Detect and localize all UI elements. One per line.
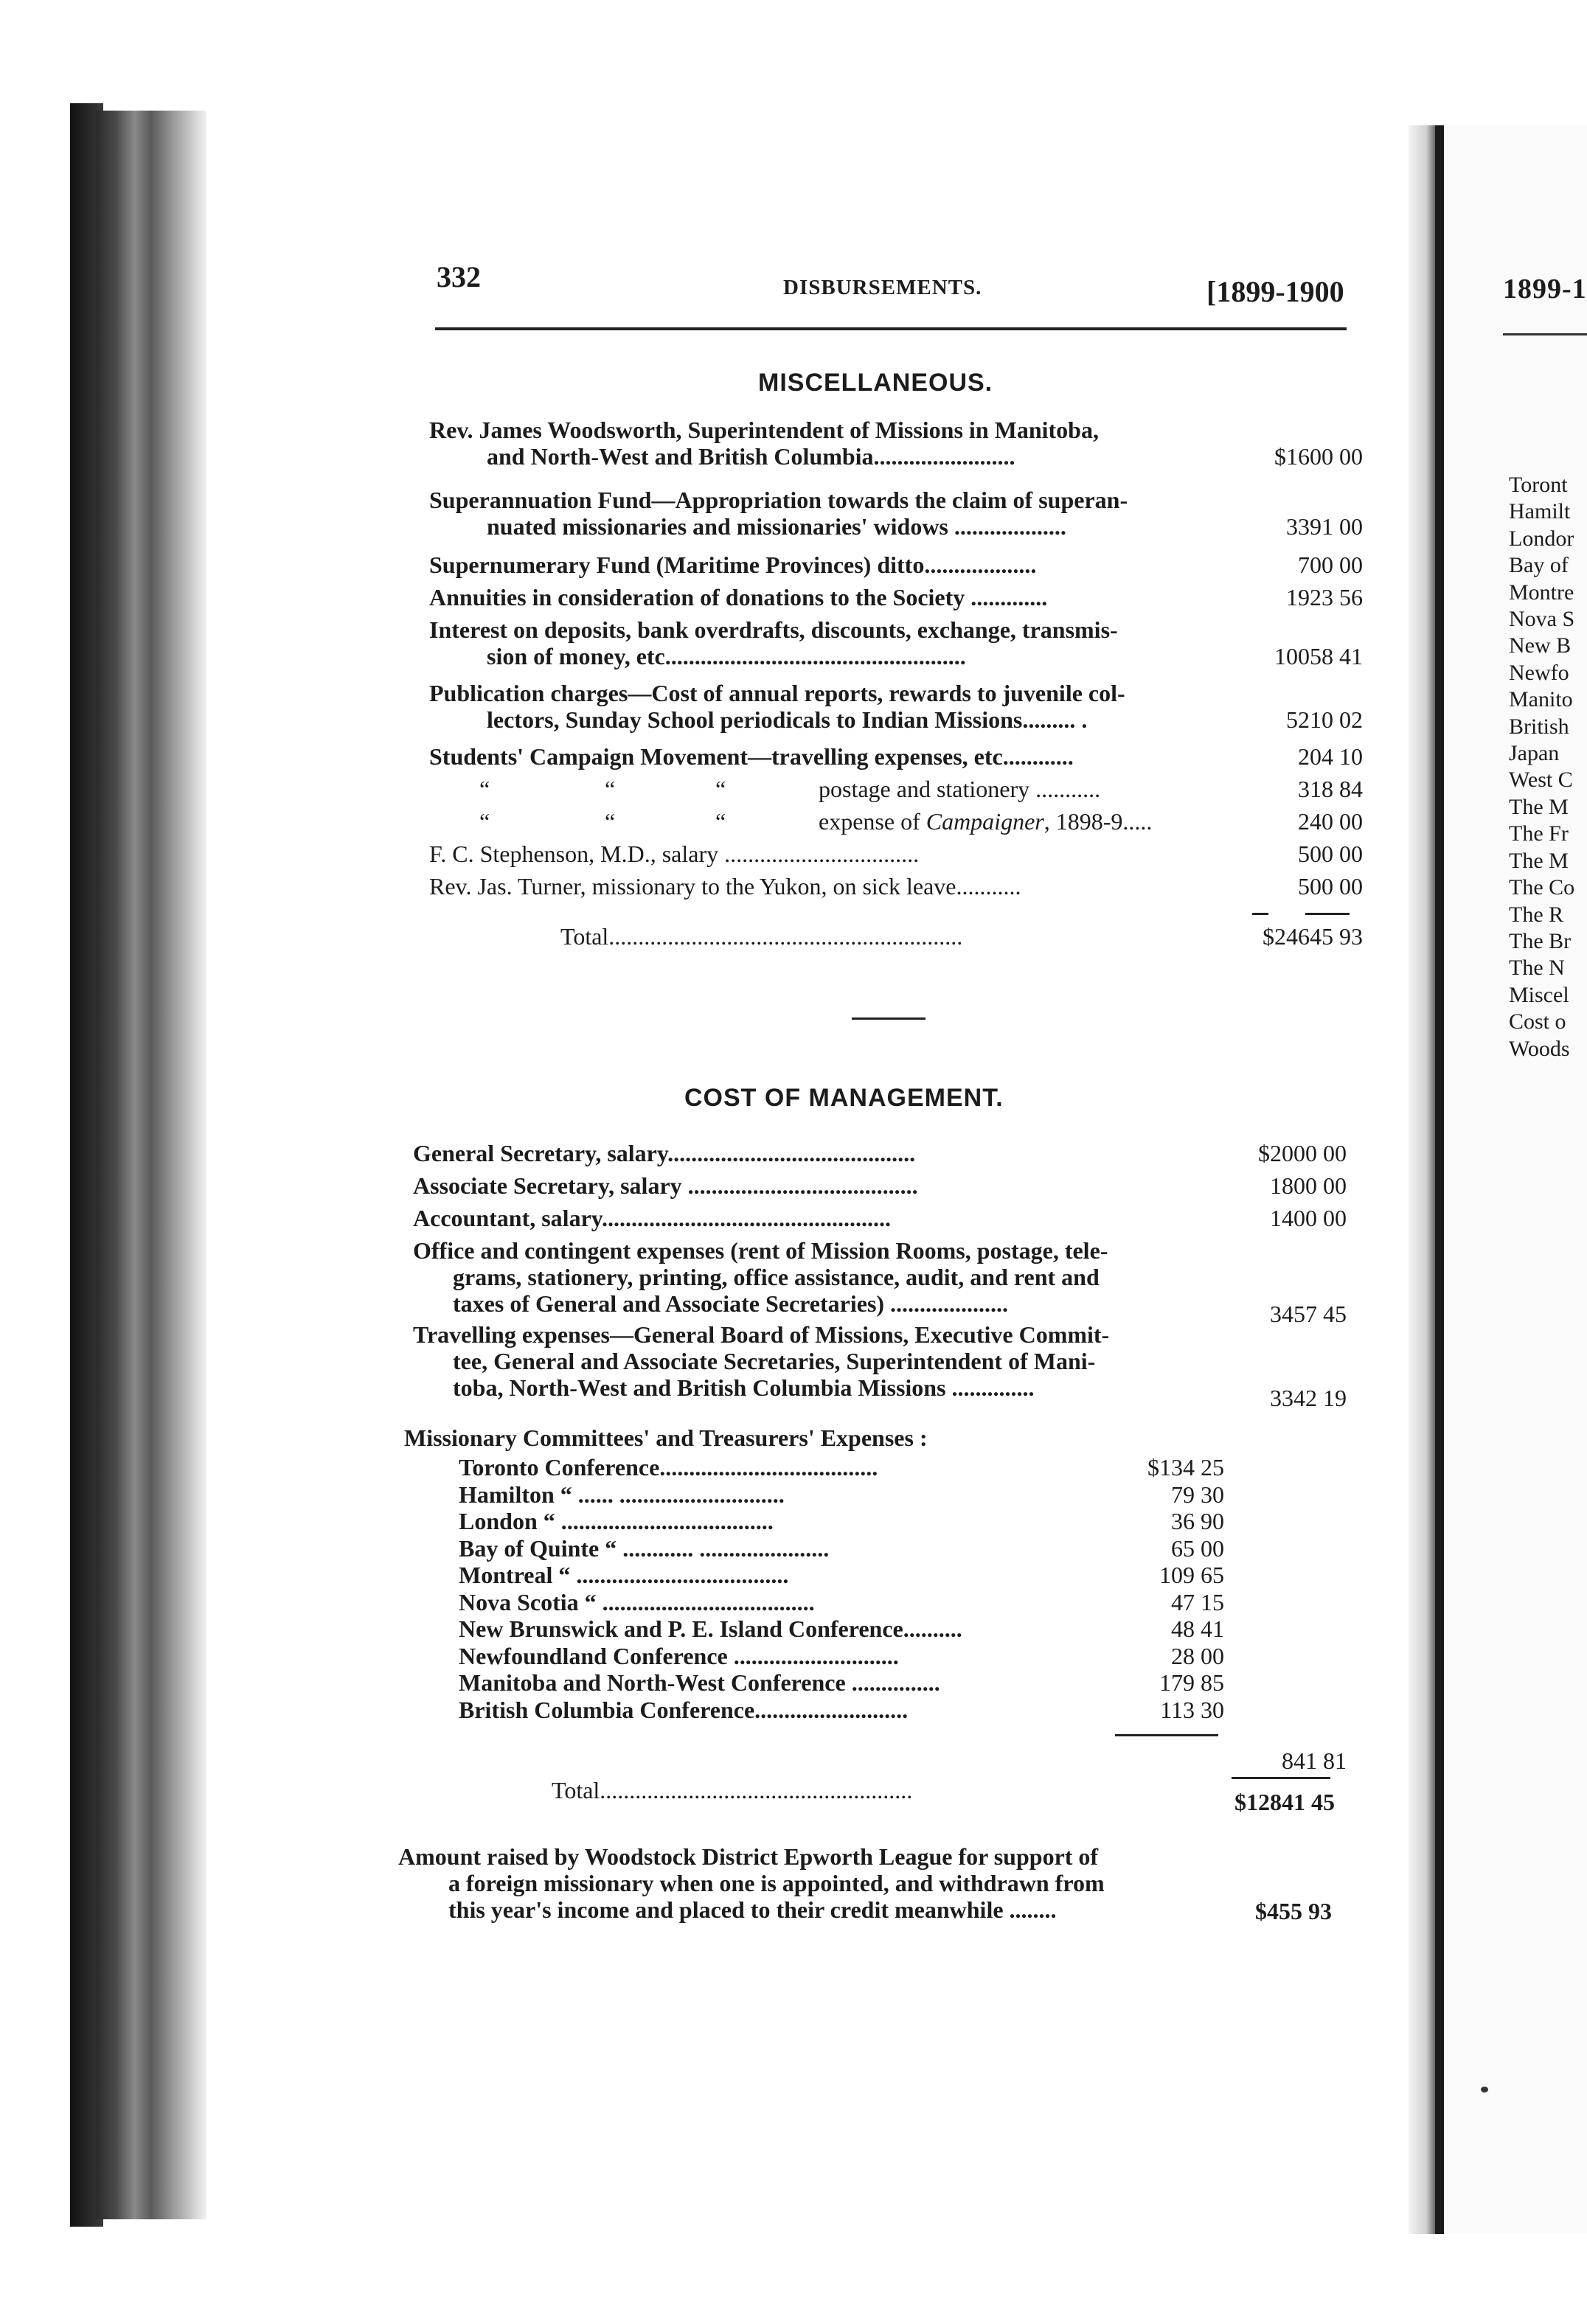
item-amount: $1600 00 <box>1274 443 1363 470</box>
committee-name: New Brunswick and P. E. Island Conference.......... <box>459 1615 962 1642</box>
committee-amount: 47 15 <box>1171 1588 1224 1615</box>
page-number: 332 <box>437 260 481 293</box>
cost-of-management-heading: COST OF MANAGEMENT. <box>684 1084 1004 1112</box>
item-amount: 5210 02 <box>1286 706 1363 733</box>
committee-name: Montreal “ .................................... <box>459 1562 789 1588</box>
ditto-mark: “ <box>605 776 616 802</box>
total-rule <box>1252 913 1268 915</box>
item-amount: 3342 19 <box>1270 1385 1347 1411</box>
item-text: Accountant, salary................................................. <box>413 1205 891 1231</box>
footnote-amount: $455 93 <box>1255 1898 1332 1924</box>
item-text: Superannuation Fund—Appropriation towards the claim of superan- <box>429 487 1128 513</box>
section-divider <box>852 1017 926 1020</box>
committee-name: London “ .................................... <box>459 1508 774 1534</box>
item-text: tee, General and Associate Secretaries, Superintendent of Mani- <box>453 1348 1096 1374</box>
facing-page-line: The R <box>1509 902 1564 927</box>
committee-amount: 36 90 <box>1171 1508 1224 1534</box>
item-text: expense of Campaigner, 1898-9..... <box>819 808 1153 835</box>
ditto-mark: “ <box>715 776 726 802</box>
item-amount: 500 00 <box>1298 841 1363 867</box>
total-amount: $24645 93 <box>1263 923 1363 950</box>
facing-page-line: Newfo <box>1509 660 1569 685</box>
committee-amount: 113 30 <box>1160 1696 1224 1723</box>
item-amount: 700 00 <box>1298 552 1363 578</box>
facing-page-line: The Br <box>1509 928 1572 953</box>
facing-page-line: Montre <box>1509 580 1574 605</box>
item-text: lectors, Sunday School periodicals to Indian Missions......... . <box>487 706 1088 733</box>
item-text: Office and contingent expenses (rent of Mission Rooms, postage, tele- <box>413 1237 1108 1264</box>
committee-amount: 179 85 <box>1159 1669 1224 1696</box>
item-text: Annuities in consideration of donations to the Society ............. <box>429 584 1048 610</box>
item-text: Rev. Jas. Turner, missionary to the Yukon, on sick leave........... <box>429 873 1021 900</box>
total-rule <box>1232 1777 1330 1779</box>
committee-name: Bay of Quinte “ ............ ...................... <box>459 1534 830 1562</box>
item-amount: 3391 00 <box>1286 513 1363 540</box>
miscellaneous-heading: MISCELLANEOUS. <box>758 369 993 397</box>
item-text: Rev. James Woodsworth, Superintendent of Missions in Manitoba, <box>429 417 1099 443</box>
facing-page-line: The M <box>1509 794 1569 819</box>
running-head: DISBURSEMENTS. <box>783 276 982 299</box>
facing-page-header: 1899-1 <box>1503 274 1587 305</box>
committee-amount: $134 25 <box>1147 1454 1224 1481</box>
total-rule <box>1305 913 1350 915</box>
item-text: postage and stationery ........... <box>819 776 1101 802</box>
item-amount: 1923 56 <box>1286 584 1363 610</box>
committee-name: Nova Scotia “ .................................... <box>459 1588 815 1615</box>
committee-name: Newfoundland Conference ............................ <box>459 1642 899 1669</box>
item-amount: 240 00 <box>1298 808 1363 835</box>
facing-page-line: The N <box>1509 956 1565 981</box>
total-amount: $12841 45 <box>1234 1789 1335 1815</box>
item-text: Publication charges—Cost of annual reports, rewards to juvenile col- <box>429 680 1125 706</box>
facing-page-line: Miscel <box>1509 982 1569 1007</box>
facing-page-line: West C <box>1509 768 1573 793</box>
ditto-mark: “ <box>479 808 490 835</box>
item-amount: 318 84 <box>1298 776 1363 802</box>
item-amount: 1400 00 <box>1270 1205 1347 1231</box>
item-text: Supernumerary Fund (Maritime Provinces) ditto................... <box>429 552 1037 578</box>
item-text: Students' Campaign Movement—travelling expenses, etc............ <box>429 743 1074 770</box>
item-text: nuated missionaries and missionaries' widows ................... <box>487 513 1066 540</box>
facing-page-line: Londor <box>1509 526 1574 551</box>
committees-heading: Missionary Committees' and Treasurers' Expenses : <box>404 1424 928 1451</box>
item-amount: $2000 00 <box>1258 1140 1347 1166</box>
facing-page-line: The Co <box>1509 875 1575 900</box>
ditto-mark: “ <box>605 808 616 835</box>
committee-name: Manitoba and North-West Conference ............... <box>459 1669 940 1696</box>
facing-page-line: Japan <box>1509 741 1560 766</box>
facing-page-line: British <box>1509 714 1569 739</box>
item-text: grams, stationery, printing, office assistance, audit, and rent and <box>453 1264 1100 1290</box>
item-text: Associate Secretary, salary ....................................... <box>413 1172 918 1199</box>
item-text: taxes of General and Associate Secretaries) .................... <box>453 1290 1009 1317</box>
ditto-mark: “ <box>479 776 490 802</box>
item-amount: 204 10 <box>1298 743 1363 770</box>
item-text: toba, North-West and British Columbia Missions .............. <box>453 1374 1035 1401</box>
facing-page-line: Cost o <box>1509 1009 1566 1034</box>
facing-page-line: Nova S <box>1509 607 1575 632</box>
item-text: Interest on deposits, bank overdrafts, discounts, exchange, transmis- <box>429 616 1118 643</box>
header-rule <box>435 327 1347 330</box>
item-text: F. C. Stephenson, M.D., salary ................................. <box>429 841 920 867</box>
item-amount: 3457 45 <box>1270 1301 1347 1327</box>
committee-amount: 79 30 <box>1171 1481 1224 1508</box>
item-text: and North-West and British Columbia........................ <box>487 443 1015 470</box>
facing-page-line: The M <box>1509 848 1569 873</box>
year-range: [1899-1900 <box>1206 275 1344 308</box>
subtotal-rule <box>1115 1734 1218 1736</box>
committees-subtotal: 841 81 <box>1282 1747 1347 1774</box>
item-amount: 1800 00 <box>1270 1172 1347 1199</box>
facing-page-line: Toront <box>1509 473 1568 497</box>
item-amount: 10058 41 <box>1274 643 1363 669</box>
committee-amount: 109 65 <box>1159 1562 1224 1588</box>
committee-name: Toronto Conference..................................... <box>459 1454 878 1481</box>
item-text: Travelling expenses—General Board of Missions, Executive Commit- <box>413 1321 1110 1348</box>
facing-page-line: Hamilt <box>1509 499 1571 524</box>
total-label: Total............................................................ <box>560 923 963 950</box>
footnote-text: a foreign missionary when one is appointed, and withdrawn from <box>448 1870 1105 1896</box>
committee-amount: 28 00 <box>1171 1642 1224 1669</box>
committee-name: British Columbia Conference.......................... <box>459 1696 909 1723</box>
footnote-text: this year's income and placed to their credit meanwhile ........ <box>448 1896 1057 1923</box>
committee-amount: 65 00 <box>1171 1534 1224 1562</box>
item-italic: Campaigner <box>920 808 1044 835</box>
item-text: General Secretary, salary.......................................... <box>413 1140 916 1166</box>
item-amount: 500 00 <box>1298 873 1363 900</box>
ditto-mark: “ <box>715 808 726 835</box>
committee-amount: 48 41 <box>1171 1615 1224 1642</box>
facing-page-line: The Fr <box>1509 821 1569 846</box>
committee-name: Hamilton “ ...... ............................ <box>459 1481 785 1508</box>
item-text: sion of money, etc................................................... <box>487 643 966 669</box>
facing-page-line: New B <box>1509 633 1572 658</box>
facing-page-line: Manito <box>1509 687 1573 712</box>
facing-page-line: Bay of <box>1509 553 1569 578</box>
total-label: Total..................................................... <box>552 1777 913 1803</box>
footnote-text: Amount raised by Woodstock District Epworth League for support of <box>398 1843 1099 1870</box>
facing-page-line: Woods <box>1509 1036 1570 1061</box>
